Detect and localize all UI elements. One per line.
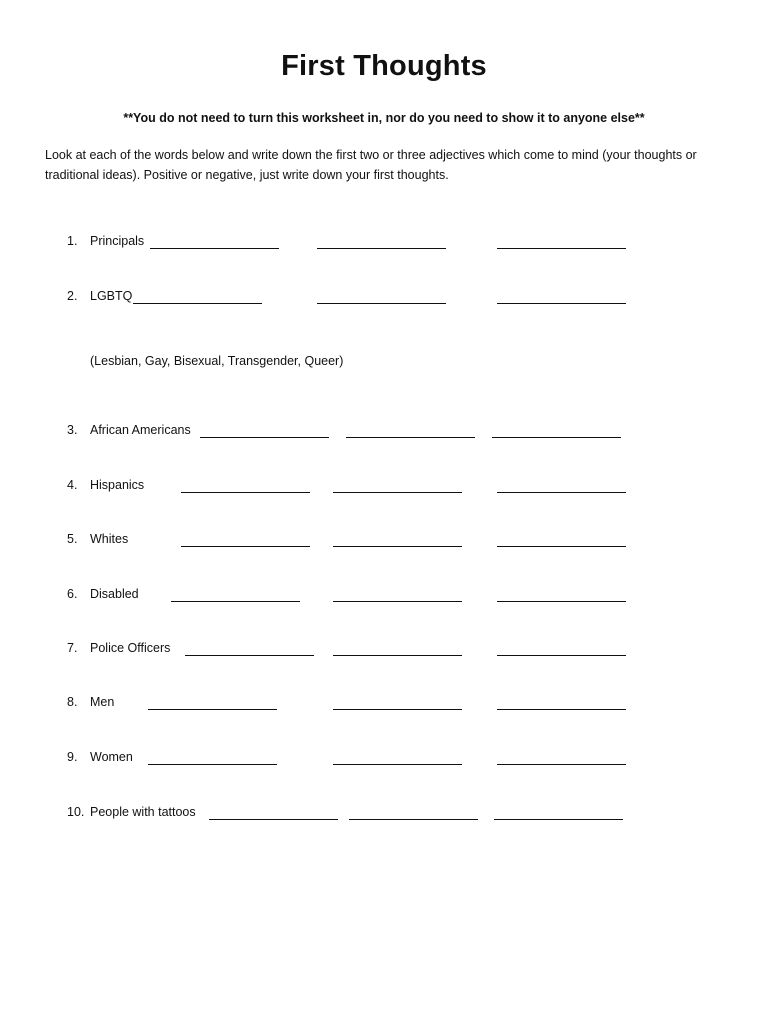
list-item — [0, 750, 768, 770]
answer-blank[interactable] — [346, 437, 475, 438]
list-item — [0, 587, 768, 607]
answer-blank[interactable] — [148, 709, 277, 710]
item-label: Principals — [90, 234, 145, 248]
answer-blank[interactable] — [181, 546, 310, 547]
answer-blank[interactable] — [497, 764, 626, 765]
answer-blank[interactable] — [133, 303, 262, 304]
answer-blank[interactable] — [148, 764, 277, 765]
item-number: 1. — [67, 234, 78, 248]
answer-blank[interactable] — [333, 764, 462, 765]
worksheet-note: **You do not need to turn this worksheet in, nor do you need to show it to anyone else** — [123, 111, 645, 125]
answer-blank[interactable] — [333, 492, 462, 493]
item-label: Hispanics — [90, 478, 145, 492]
item-label: Whites — [90, 532, 129, 546]
answer-blank[interactable] — [200, 437, 329, 438]
list-item — [0, 289, 768, 309]
item-number: 4. — [67, 478, 78, 492]
answer-blank[interactable] — [494, 819, 623, 820]
item-number: 10. — [67, 805, 85, 819]
lgbtq-definition: (Lesbian, Gay, Bisexual, Transgender, Queer) — [90, 354, 344, 368]
item-number: 7. — [67, 641, 78, 655]
page-title: First Thoughts — [281, 50, 487, 82]
item-label: Men — [90, 695, 115, 709]
answer-blank[interactable] — [349, 819, 478, 820]
list-item — [0, 234, 768, 254]
answer-blank[interactable] — [317, 303, 446, 304]
answer-blank[interactable] — [333, 546, 462, 547]
list-item — [0, 695, 768, 715]
list-item — [0, 641, 768, 661]
list-item — [0, 478, 768, 498]
list-item — [0, 423, 768, 443]
list-item — [0, 532, 768, 552]
item-number: 5. — [67, 532, 78, 546]
answer-blank[interactable] — [333, 709, 462, 710]
item-label: African Americans — [90, 423, 191, 437]
item-label: Disabled — [90, 587, 139, 601]
answer-blank[interactable] — [150, 248, 279, 249]
answer-blank[interactable] — [171, 601, 300, 602]
answer-blank[interactable] — [333, 655, 462, 656]
instructions-paragraph: Look at each of the words below and write down the first two or three adjectives which come to mind (your thoughts or traditional ideas). Positive or negative, just write down your first thoughts. — [45, 148, 697, 182]
item-number: 2. — [67, 289, 78, 303]
item-number: 8. — [67, 695, 78, 709]
answer-blank[interactable] — [497, 546, 626, 547]
list-item — [0, 805, 768, 825]
answer-blank[interactable] — [185, 655, 314, 656]
item-number: 6. — [67, 587, 78, 601]
answer-blank[interactable] — [497, 303, 626, 304]
answer-blank[interactable] — [497, 655, 626, 656]
item-label: Police Officers — [90, 641, 171, 655]
item-label: Women — [90, 750, 133, 764]
item-number: 3. — [67, 423, 78, 437]
answer-blank[interactable] — [317, 248, 446, 249]
answer-blank[interactable] — [497, 492, 626, 493]
answer-blank[interactable] — [333, 601, 462, 602]
item-number: 9. — [67, 750, 78, 764]
answer-blank[interactable] — [181, 492, 310, 493]
answer-blank[interactable] — [497, 601, 626, 602]
item-label: LGBTQ — [90, 289, 133, 303]
answer-blank[interactable] — [209, 819, 338, 820]
item-label: People with tattoos — [90, 805, 196, 819]
answer-blank[interactable] — [497, 709, 626, 710]
answer-blank[interactable] — [497, 248, 626, 249]
answer-blank[interactable] — [492, 437, 621, 438]
